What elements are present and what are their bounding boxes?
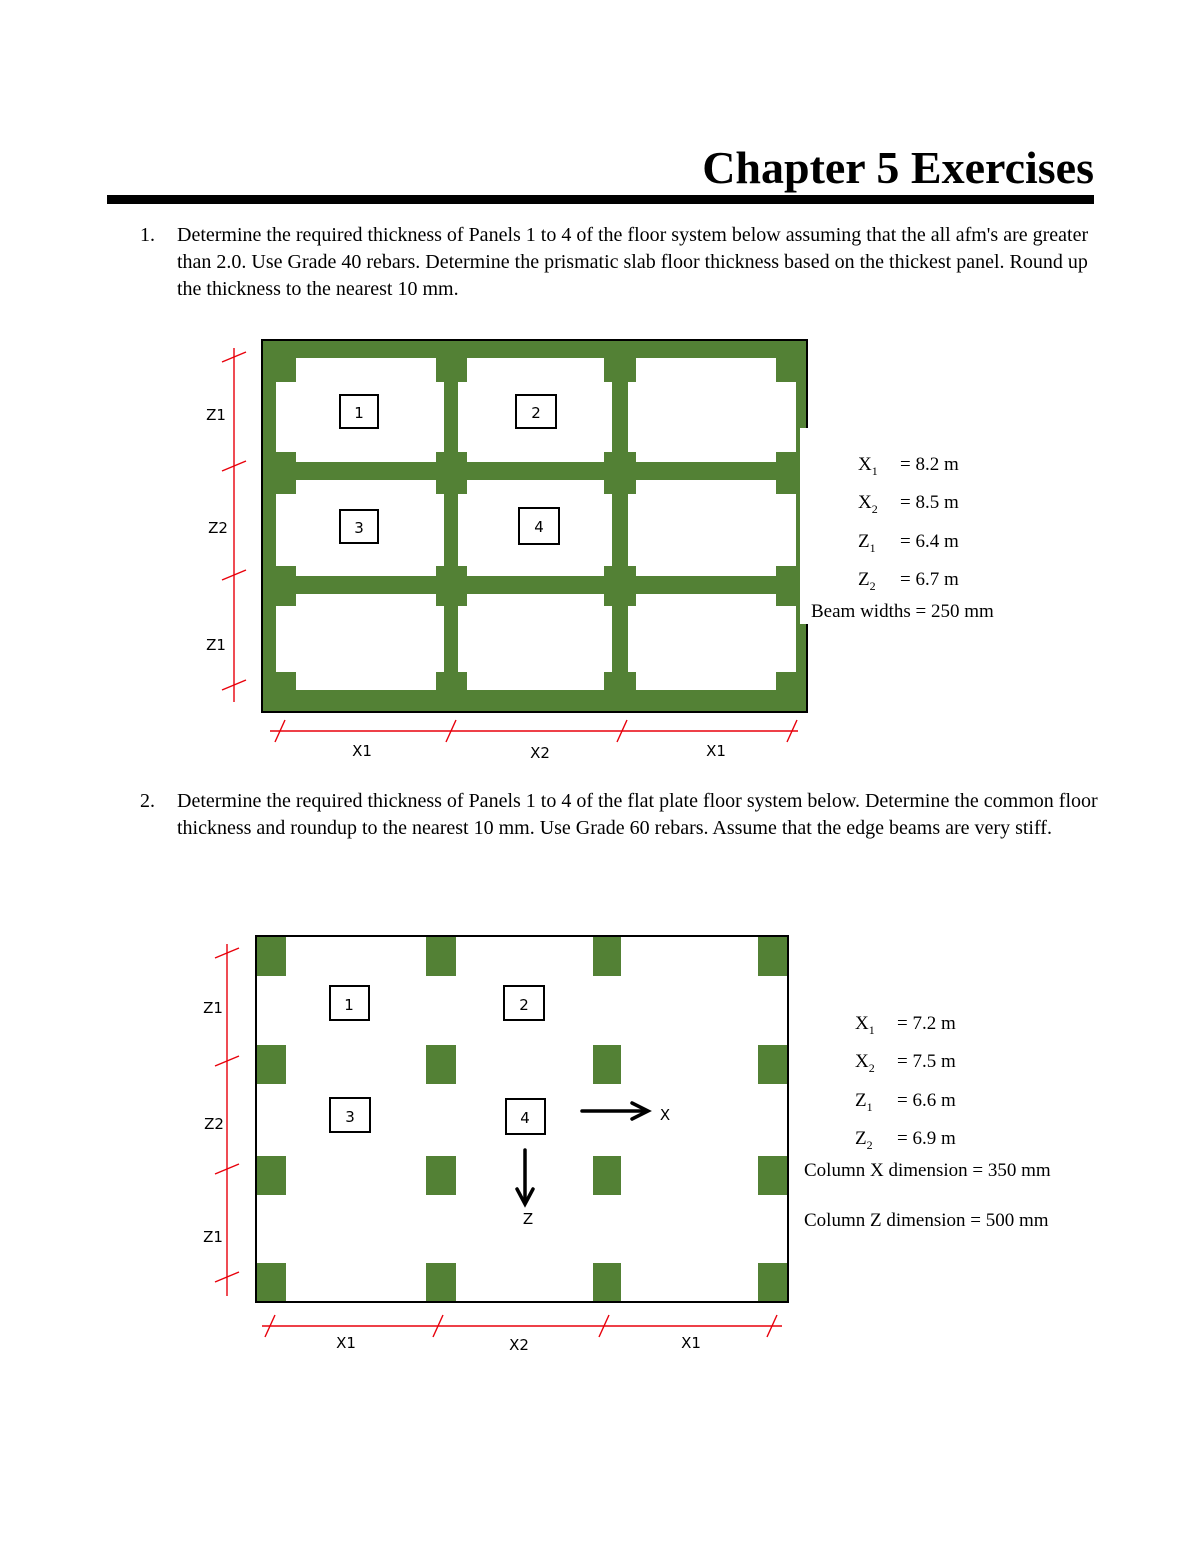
page-title: Chapter 5 Exercises [702,142,1094,193]
question-1-number: 1. [140,224,155,246]
fig1-z-label: Z1 [206,406,226,424]
fig2-column [257,1156,286,1195]
fig2-z-label: Z1 [203,1228,223,1246]
fig2-column [426,1045,456,1084]
fig1-z-label: Z1 [206,636,226,654]
fig2-column [426,937,456,976]
question-2-number: 2. [140,790,155,812]
fig2-x-label: X1 [336,1334,356,1352]
fig2-panel-label: 1 [344,996,354,1014]
fig1-panel-label: 2 [531,404,541,422]
fig2-column-x-note: Column X dimension = 350 mm [804,1160,1051,1181]
fig1-z-label: Z2 [208,519,228,537]
fig1-beam-width-note: Beam widths = 250 mm [811,601,994,622]
fig1-panel-label: 3 [354,519,364,537]
fig2-column [257,937,286,976]
fig1-x-label: X2 [530,744,550,762]
fig2-x-label: X2 [509,1336,529,1354]
fig2-z-label: Z1 [203,999,223,1017]
fig1-panel-label: 4 [534,518,544,536]
fig1-dimension-values: $X_1$ = 8.2 m $X_2$ = 8.5 m $Z_1$ = 6.4 m $Z_2$ = 6.7 m [858,454,959,593]
fig2-panel-label: 4 [520,1109,530,1127]
fig2-axis-x-label: X [659,1106,671,1124]
fig1-panel-label: 1 [354,404,364,422]
fig2-column [758,1263,787,1301]
fig2-column [758,937,787,976]
question-2-text: Determine the required thickness of Panels 1 to 4 of the flat plate floor system below. Determine the common floor thickness and roundup to the nearest 10 mm. Use Grade 60 rebars. Assume that the edge beams are very stiff. [177,790,1098,839]
fig2-column [593,937,621,976]
fig2-column [758,1045,787,1084]
fig2-dimension-values: $X_1$ = 7.2 m $X_2$ = 7.5 m $Z_1$ = 6.6 m $Z_2$ = 6.9 m [855,1013,956,1152]
fig2-column [257,1045,286,1084]
fig2-column [593,1263,621,1301]
fig2-axis-z-label: Z [522,1210,534,1228]
fig2-column [593,1045,621,1084]
fig2-panel-label: 2 [519,996,529,1014]
fig2-panel-label: 3 [345,1108,355,1126]
fig2-z-label: Z2 [204,1115,224,1133]
fig1-x-label: X1 [706,742,726,760]
fig1-x-label: X1 [352,742,372,760]
fig2-column [593,1156,621,1195]
fig2-column [758,1156,787,1195]
fig2-column-z-note: Column Z dimension = 500 mm [804,1210,1049,1231]
fig2-column [426,1156,456,1195]
fig2-x-label: X1 [681,1334,701,1352]
fig2-column [257,1263,286,1301]
fig2-column [426,1263,456,1301]
question-1-text: Determine the required thickness of Panels 1 to 4 of the floor system below assuming that the all afm's are greater than 2.0. Use Grade 40 rebars. Determine the prismatic slab floor thickness based on the thickest panel. Round up the thickness to the nearest 10 mm. [177,224,1089,300]
